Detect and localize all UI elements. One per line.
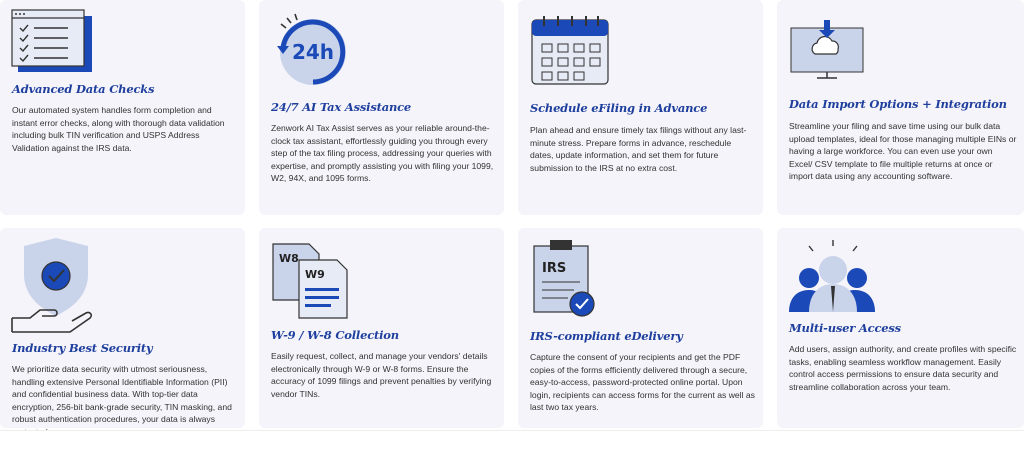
irs-clipboard-check-icon	[532, 238, 616, 327]
feature-card-ai-tax-assistance	[259, 0, 504, 215]
feature-title: Schedule eFiling in Advance	[530, 101, 708, 115]
w8-label: W8	[279, 252, 299, 265]
cloud-upload-monitor-icon	[789, 20, 871, 89]
feature-description: Add users, assign authority, and create profiles with specific tasks, enabling seamless workflow management. Easily control access permissions to ensure data security and streamline collaboration across your team.	[789, 344, 1017, 392]
feature-card-advanced-data-checks	[0, 0, 245, 215]
feature-description: We prioritize data security with utmost seriousness, handling extensive Personal Identifiable Information (PII) and confidential business data. With top-tier data encryption, 256-bit bank-grade security, TIN masking, and robust authentication procedures, your data is always	[12, 364, 232, 425]
feature-title: Advanced Data Checks	[12, 82, 155, 96]
24h-clock-icon	[273, 10, 351, 93]
w9-w8-documents-icon	[271, 240, 355, 325]
feature-title: Industry Best Security	[12, 341, 153, 355]
checklist-window-icon	[10, 6, 96, 81]
feature-card-multi-user	[777, 228, 1024, 428]
feature-card-edelivery	[518, 228, 763, 428]
feature-description: Streamline your filing and save time using our bulk data upload templates, ideal for those managing multiple EINs or having a large workforce. You can even use your own Excel/ CSV template to file multiple returns at once or import data using any accounting software.	[789, 121, 1017, 182]
shield-hand-icon	[10, 236, 94, 341]
page-bottom-area	[0, 430, 1024, 457]
feature-title: Data Import Options + Integration	[789, 97, 1007, 111]
feature-title: 24/7 AI Tax Assistance	[271, 100, 412, 114]
feature-description: Zenwork AI Tax Assist serves as your reliable around-the-clock tax assistant, effortlessly guiding you through every step of the tax filing process, addressing your queries with expertise, and promptly assisting you with filing your 1099, W2, 94X, and 1095 forms.	[271, 123, 494, 184]
feature-title: IRS-compliant eDelivery	[530, 329, 683, 343]
feature-title: Multi-user Access	[789, 321, 901, 335]
feature-card-security	[0, 228, 245, 428]
feature-title: W-9 / W-8 Collection	[271, 328, 399, 342]
feature-description: Easily request, collect, and manage your vendors' details electronically through W-9 or W-8 forms. Ensure the accuracy of 1099 filings and prevent penalties by verifying vendor TINs.	[271, 351, 492, 399]
feature-card-data-import	[777, 0, 1024, 215]
irs-label: IRS	[542, 261, 567, 276]
feature-description: Plan ahead and ensure timely tax filings without any last-minute stress. Prepare forms in advance, reschedule dates, update information, and set them for future submission to the IRS at no extra cost.	[530, 125, 747, 173]
feature-card-schedule-efiling	[518, 0, 763, 215]
w9-label: W9	[305, 268, 325, 281]
feature-card-w9-w8	[259, 228, 504, 428]
calendar-icon	[530, 14, 612, 93]
feature-description: Our automated system handles form completion and instant error checks, along with thorough data validation including bulk TIN verification and USPS Address Validation against the IRS data.	[12, 105, 225, 153]
24h-label: 24h	[291, 40, 335, 64]
feature-description: Capture the consent of your recipients and get the PDF copies of the forms efficiently delivered through a secure, easy-to-access, password-protected online portal. Upon login, recipients can access forms for the current as well as last two tax years.	[530, 352, 755, 413]
multi-user-group-icon	[787, 238, 877, 319]
